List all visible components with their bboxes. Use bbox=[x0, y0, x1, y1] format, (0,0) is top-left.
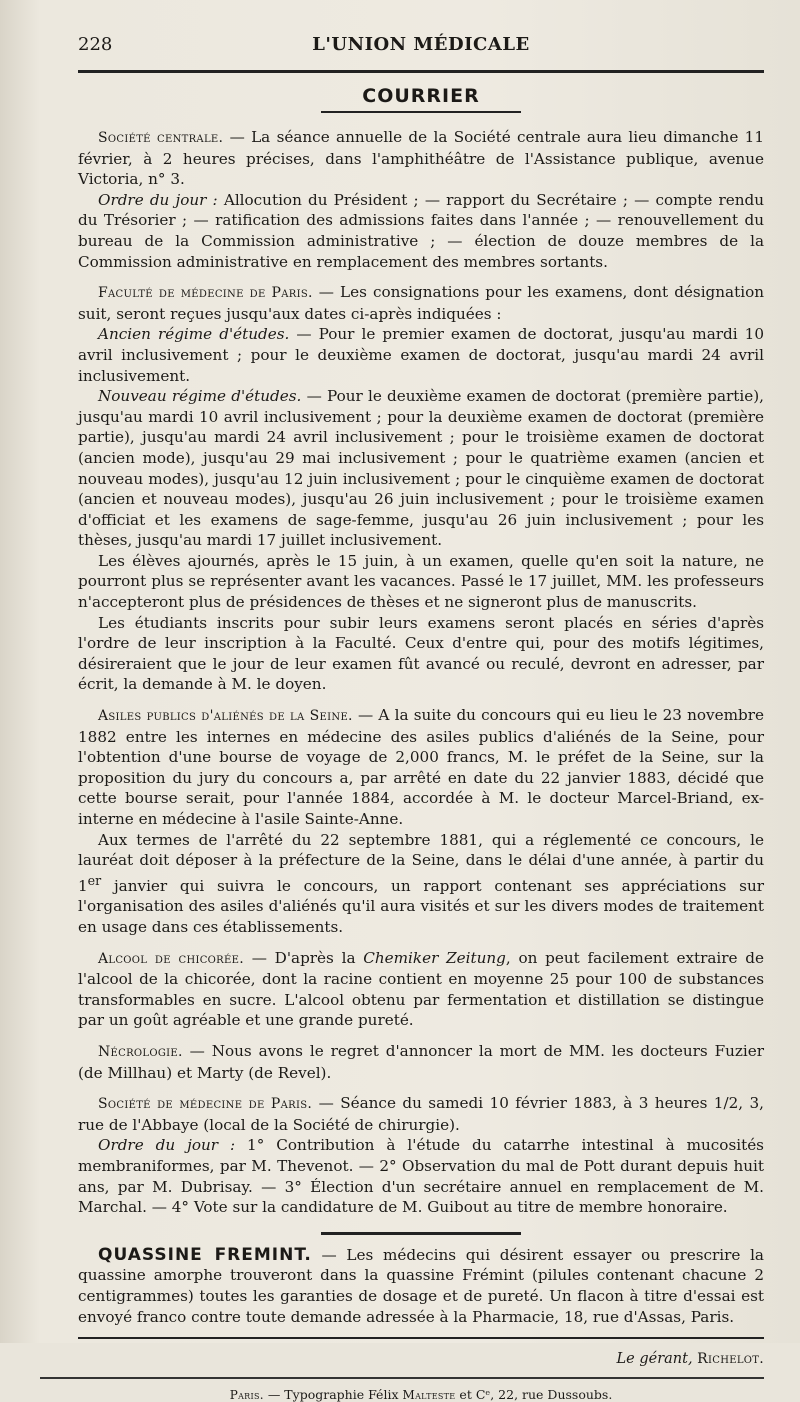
spacer bbox=[78, 695, 764, 705]
header-rule bbox=[78, 70, 764, 73]
footer-text-a: — Typographie Félix bbox=[263, 1387, 403, 1402]
item-text: — A la suite du concours qui eu lieu le 23 novembre 1882 entre les internes en médecine des asiles publics d'aliénés de la Seine, pour l'obtention d'une bourse de voyage de 2,000 francs, M. le préfet de la Seine, sur la proposition du jury du concours a, par arrêté en date du 22 janvier 1883, décidé que cette bourse serait, pour l'année 1884, accordée à M. le docteur Marcel-Briand, ex-interne en médecine à l'asile Sainte-Anne. bbox=[78, 706, 764, 828]
ordre-text: Allocution du Président ; — rapport du Secrétaire ; — compte rendu du Trésorier ; — ratification des admissions faites dans l'année ; — renouvellement du bureau de la Commission administrative ; — élection de douze membres de la Commission administrative en remplacement des membres sortants. bbox=[78, 190, 764, 271]
asiles-paragraph bbox=[78, 705, 764, 830]
gerant-name: Richelot. bbox=[697, 1351, 764, 1368]
footer-rule bbox=[40, 1377, 764, 1379]
arrete-text-b: janvier qui suivra le concours, un rapport contenant ses appréciations sur l'organisation des asiles d'aliénés qu'il aura visités et sur les divers modes de traitement en usage dans ces établissements. bbox=[78, 876, 764, 937]
item-text-a: — D'après la bbox=[243, 948, 364, 967]
nouveau-label: Nouveau régime d'études. bbox=[98, 387, 302, 406]
etudiants-inscrits-paragraph: Les étudiants inscrits pour subir leurs examens seront placés en séries d'après l'ordre de leur inscription à la Faculté. Ceux d'entre qui, pour des motifs légitimes, désireraient que le jour de leur examen fût avancé ou reculé, devront en adresser, par écrit, la demande à M. le doyen. bbox=[78, 613, 764, 694]
ordre-du-jour-paragraph bbox=[78, 190, 764, 272]
title-rule bbox=[321, 111, 521, 113]
footer-city: Paris. bbox=[229, 1388, 264, 1402]
superscript-er: er bbox=[87, 872, 102, 888]
section-title: COURRIER bbox=[362, 85, 480, 107]
spacer bbox=[78, 272, 764, 282]
ancien-label: Ancien régime d'études. bbox=[98, 325, 290, 344]
item-heading: Société de médecine de Paris. bbox=[98, 1096, 313, 1113]
footer-text-b: et Cᵉ, 22, rue Dussoubs. bbox=[455, 1387, 613, 1402]
societe-medecine-paragraph bbox=[78, 1093, 764, 1135]
ordre-label: Ordre du jour : bbox=[98, 190, 218, 209]
quassine-advert bbox=[78, 1245, 764, 1327]
eleves-ajournes-paragraph: Les élèves ajournés, après le 15 juin, à un examen, quelle qu'en soit la nature, ne pourront plus se représenter avant les vacances. Passé le 17 juillet, MM. les professeurs n'accepteront plus de présidences de thèses et ne signeront plus de manuscrits. bbox=[78, 551, 764, 612]
page-header bbox=[78, 34, 764, 64]
spacer bbox=[78, 1083, 764, 1093]
item-heading: Société centrale. bbox=[98, 130, 224, 146]
divider-rule bbox=[321, 1232, 521, 1235]
item-text: — La séance annuelle de la Société centrale aura lieu dimanche 11 février, à 2 heures précises, dans l'amphithéâtre de l'Assistance publique, avenue Victoria, n° 3. bbox=[78, 128, 764, 189]
advert-text: — Les médecins qui désirent essayer ou prescrire la quassine amorphe trouveront dans la quassine Frémint (pilules contenant chacune 2 centigrammes) toutes les garanties de dosage et de pureté. Un flacon à titre d'essai est envoyé franco contre toute demande adressée à la Pharmacie, 18, rue d'Assas, Paris. bbox=[78, 1245, 764, 1326]
ordre-text: 1° Contribution à l'étude du catarrhe intestinal à mucosités membraniformes, par M. Thevenot. — 2° Observation du mal de Pott durant depuis huit ans, par M. Dubrisay. — 3° Élection d'un secrétaire annuel en remplacement de M. Marchal. — 4° Vote sur la candidature de M. Guibout au titre de membre honoraire. bbox=[78, 1136, 764, 1217]
gerant-label: Le gérant, bbox=[616, 1351, 693, 1368]
ordre-du-jour-paragraph bbox=[78, 1135, 764, 1217]
brand-name: QUASSINE FREMINT. bbox=[98, 1244, 312, 1265]
ancien-regime-paragraph bbox=[78, 324, 764, 386]
printer-footer bbox=[78, 1387, 764, 1402]
spacer bbox=[78, 1031, 764, 1041]
item-heading: Asiles publics d'aliénés de la Seine. bbox=[98, 708, 353, 725]
journal-name: Chemiker Zeitung bbox=[363, 948, 506, 967]
faculte-paragraph bbox=[78, 282, 764, 324]
item-text: — Séance du samedi 10 février 1883, à 3 heures 1/2, 3, rue de l'Abbaye (local de la Société de chirurgie). bbox=[78, 1094, 765, 1134]
arrete-paragraph bbox=[78, 830, 764, 938]
item-text: — Nous avons le regret d'annoncer la mort de MM. les docteurs Fuzier (de Millhau) et Marty (de Revel). bbox=[78, 1042, 764, 1082]
ordre-label: Ordre du jour : bbox=[98, 1136, 236, 1155]
gerant-signature bbox=[78, 1351, 764, 1367]
necrologie-paragraph bbox=[78, 1041, 764, 1083]
running-title: L'UNION MÉDICALE bbox=[312, 34, 530, 55]
arrete-text-a: Aux termes de l'arrêté du 22 septembre 1881, qui a réglementé ce concours, le lauréat doit déposer à la préfecture de la Seine, dans le délai d'une année, à partir du 1 bbox=[78, 830, 764, 895]
item-text-b: , on peut facilement extraire de l'alcool de la chicorée, dont la racine contient en moyenne 25 pour 100 de substances transformables en sucre. L'alcool obtenu par fermentation et distillation se distingue par un goût agréable et une grande pureté. bbox=[78, 948, 764, 1030]
item-heading: Nécrologie. bbox=[98, 1044, 183, 1060]
item-heading: Faculté de médecine de Paris. bbox=[98, 285, 313, 302]
item-heading: Alcool de chicorée. bbox=[98, 950, 244, 967]
nouveau-regime-paragraph bbox=[78, 386, 764, 551]
alcool-paragraph bbox=[78, 948, 764, 1031]
societe-centrale-paragraph bbox=[78, 127, 764, 190]
end-rule bbox=[78, 1337, 764, 1339]
spacer bbox=[78, 938, 764, 948]
ancien-text: — Pour le premier examen de doctorat, jusqu'au mardi 10 avril inclusivement ; pour le deuxième examen de doctorat, jusqu'au mardi 24 avril inclusivement. bbox=[78, 325, 764, 385]
item-text: — Les consignations pour les examens, dont désignation suit, seront reçues jusqu'aux dates ci-après indiquées : bbox=[78, 283, 764, 323]
printer-name: Malteste bbox=[402, 1388, 456, 1402]
page-number: 228 bbox=[78, 34, 113, 55]
nouveau-text: — Pour le deuxième examen de doctorat (première partie), jusqu'au mardi 10 avril inclusivement ; pour la deuxième examen de doctorat (première partie), jusqu'au mardi 24 avril inclusivement ; pour le troisième examen de doctorat (ancien mode), jusqu'au 29 mai inclusivement ; pour le quatrième examen (ancien et nouveau modes), jusqu'au 12 juin inclusivement ; pour le cinquième examen de doctorat (ancien et nouveau modes), jusqu'au 26 juin inclusivement ; pour le troisième examen d'officiat et les examens de sage-femme, jusqu'au 26 juin inclusivement ; pour les thèses, jusqu'au mardi 17 juillet inclusivement. bbox=[78, 387, 764, 550]
